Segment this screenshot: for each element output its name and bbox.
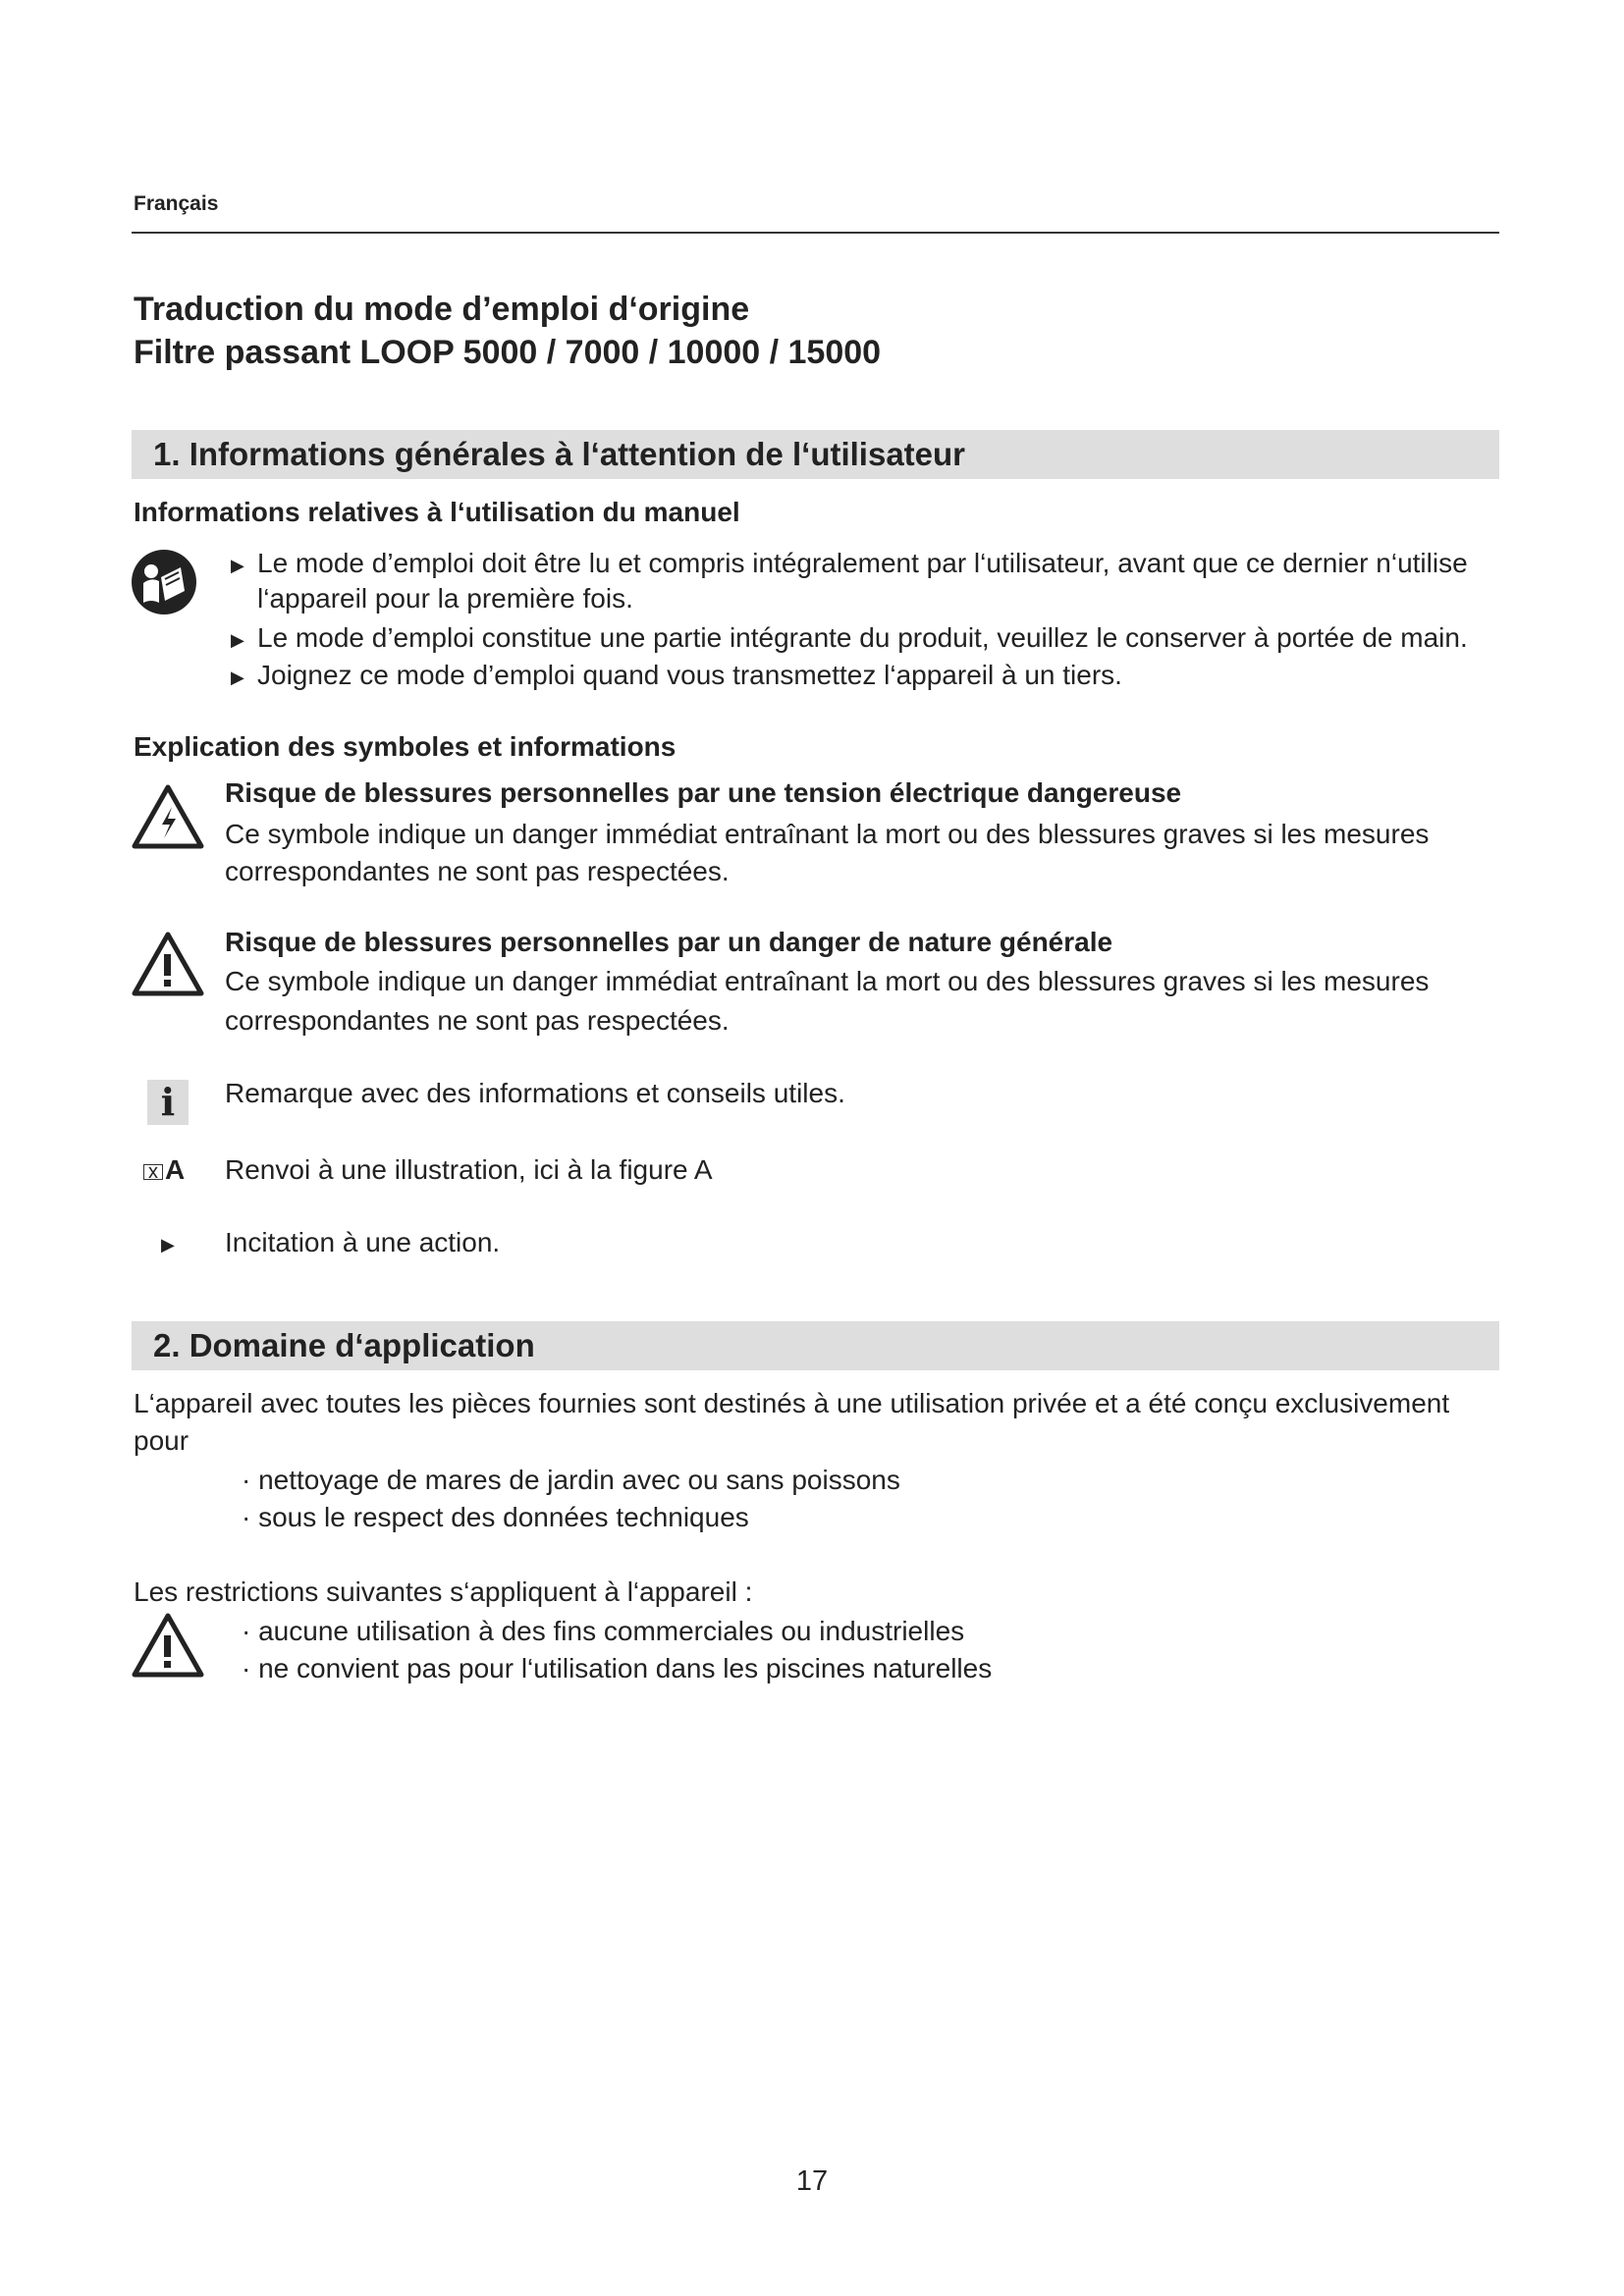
figure-reference-icon: x A bbox=[143, 1154, 185, 1186]
electric-warning-line2: correspondantes ne sont pas respectées. bbox=[225, 856, 730, 886]
manual-usage-subheading: Informations relatives à l‘utilisation du manuel bbox=[134, 497, 740, 527]
manual-bullet-1: Le mode d’emploi doit être lu et compris intégralement par l‘utilisateur, avant que ce dernier n‘utilise bbox=[257, 548, 1468, 578]
bullet-arrow-icon: ▶ bbox=[231, 556, 244, 575]
header-rule bbox=[132, 232, 1499, 234]
bullet-arrow-icon: ▶ bbox=[231, 630, 244, 650]
info-text: Remarque avec des informations et conseils utiles. bbox=[225, 1078, 845, 1108]
restrictions-warning-icon bbox=[131, 1612, 205, 1679]
document-subtitle: Filtre passant LOOP 5000 / 7000 / 10000 / 15000 bbox=[134, 334, 882, 371]
electric-warning-title: Risque de blessures personnelles par une tension électrique dangereuse bbox=[225, 777, 1182, 808]
language-label: Français bbox=[134, 192, 219, 215]
restriction-2: · ne convient pas pour l‘utilisation dans les piscines naturelles bbox=[242, 1653, 993, 1683]
info-icon: i bbox=[147, 1080, 189, 1125]
restriction-1: · aucune utilisation à des fins commerciales ou industrielles bbox=[242, 1616, 965, 1646]
general-warning-line2: correspondantes ne sont pas respectées. bbox=[225, 1005, 730, 1036]
bullet-arrow-icon: ▶ bbox=[231, 667, 244, 687]
application-intro-line2: pour bbox=[134, 1425, 189, 1456]
manual-bullet-3: Joignez ce mode d’emploi quand vous transmettez l‘appareil à un tiers. bbox=[257, 660, 1122, 690]
application-use-2: · sous le respect des données techniques bbox=[242, 1502, 749, 1532]
electric-warning-icon bbox=[131, 783, 205, 850]
application-use-1: · nettoyage de mares de jardin avec ou sans poissons bbox=[242, 1465, 900, 1495]
general-warning-icon bbox=[131, 931, 205, 997]
general-warning-title: Risque de blessures personnelles par un danger de nature générale bbox=[225, 927, 1113, 957]
document-title: Traduction du mode d’emploi d‘origine bbox=[134, 291, 750, 328]
figure-reference-text: Renvoi à une illustration, ici à la figure A bbox=[225, 1154, 713, 1185]
general-warning-line1: Ce symbole indique un danger immédiat entraînant la mort ou des blessures graves si les mesures bbox=[225, 966, 1430, 996]
manual-bullet-1-cont: l‘appareil pour la première fois. bbox=[257, 583, 633, 614]
application-intro-line1: L‘appareil avec toutes les pièces fournies sont destinés à une utilisation privée et a été conçu exclusivement bbox=[134, 1388, 1450, 1418]
page-number: 17 bbox=[795, 2165, 829, 2197]
section-1-heading: 1. Informations générales à l‘attention de l‘utilisateur bbox=[132, 430, 1499, 479]
action-arrow-icon: ▶ bbox=[161, 1235, 175, 1255]
restrictions-intro: Les restrictions suivantes s‘appliquent à l‘appareil : bbox=[134, 1576, 753, 1607]
electric-warning-line1: Ce symbole indique un danger immédiat entraînant la mort ou des blessures graves si les mesures bbox=[225, 819, 1430, 849]
manual-bullet-2: Le mode d’emploi constitue une partie intégrante du produit, veuillez le conserver à portée de main. bbox=[257, 622, 1468, 653]
read-manual-icon bbox=[130, 548, 198, 616]
figure-reference-label: A bbox=[165, 1154, 186, 1185]
symbols-subheading: Explication des symboles et informations bbox=[134, 731, 677, 762]
action-text: Incitation à une action. bbox=[225, 1227, 501, 1257]
section-2-heading: 2. Domaine d‘application bbox=[132, 1321, 1499, 1370]
